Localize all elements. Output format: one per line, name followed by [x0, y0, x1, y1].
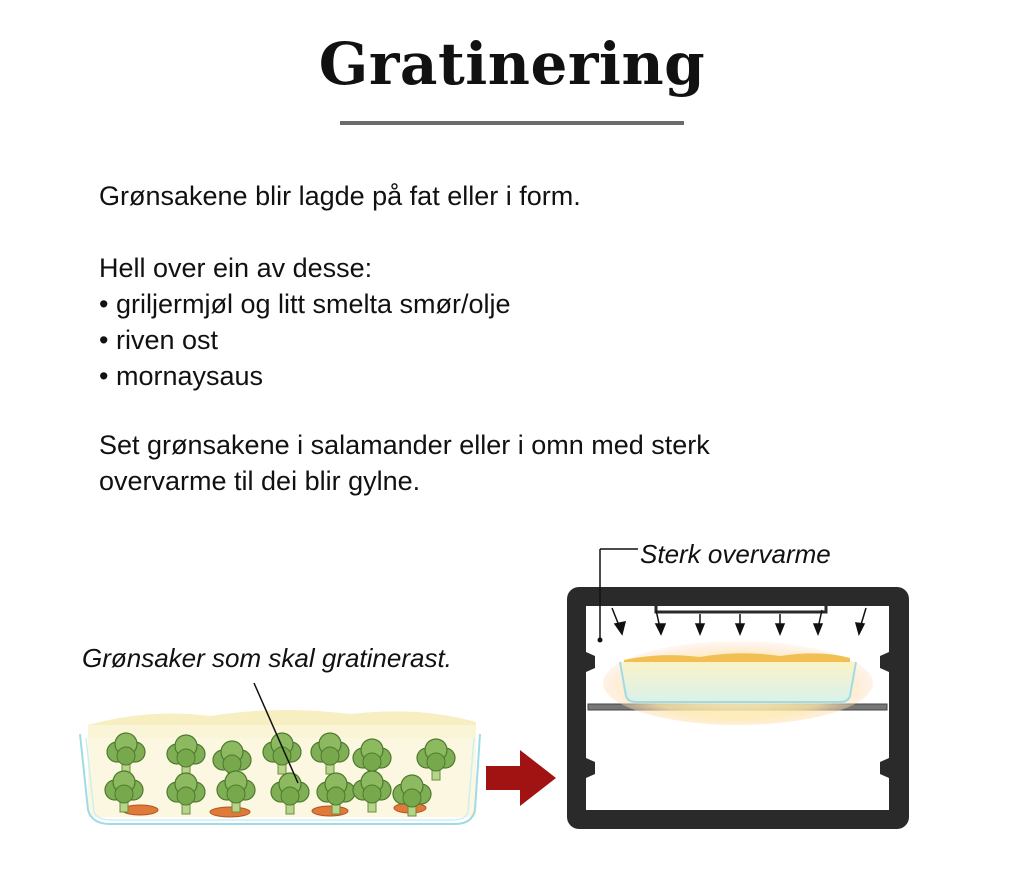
- oven-dish: [620, 662, 856, 702]
- process-arrow-icon: [486, 750, 556, 806]
- page-title: Gratinering: [318, 30, 706, 98]
- final-step-line-2: overvarme til dei blir gylne.: [99, 466, 421, 496]
- heat-pointer-dot: [598, 638, 603, 643]
- final-step-line-1: Set grønsakene i salamander eller i omn med sterk: [99, 430, 710, 460]
- instruction-text: Hell over ein av desse:: [99, 253, 373, 283]
- intro-text: Grønsakene blir lagde på fat eller i form.: [99, 181, 581, 211]
- option-item: • mornaysaus: [99, 358, 511, 394]
- vegetables-label: Grønsaker som skal gratinerast.: [82, 643, 452, 673]
- vegetable-dish: [80, 683, 480, 824]
- option-item: • riven ost: [99, 322, 511, 358]
- oven: [567, 549, 909, 829]
- option-item: • griljermjøl og litt smelta smør/olje: [99, 286, 511, 322]
- heat-label: Sterk overvarme: [640, 539, 831, 569]
